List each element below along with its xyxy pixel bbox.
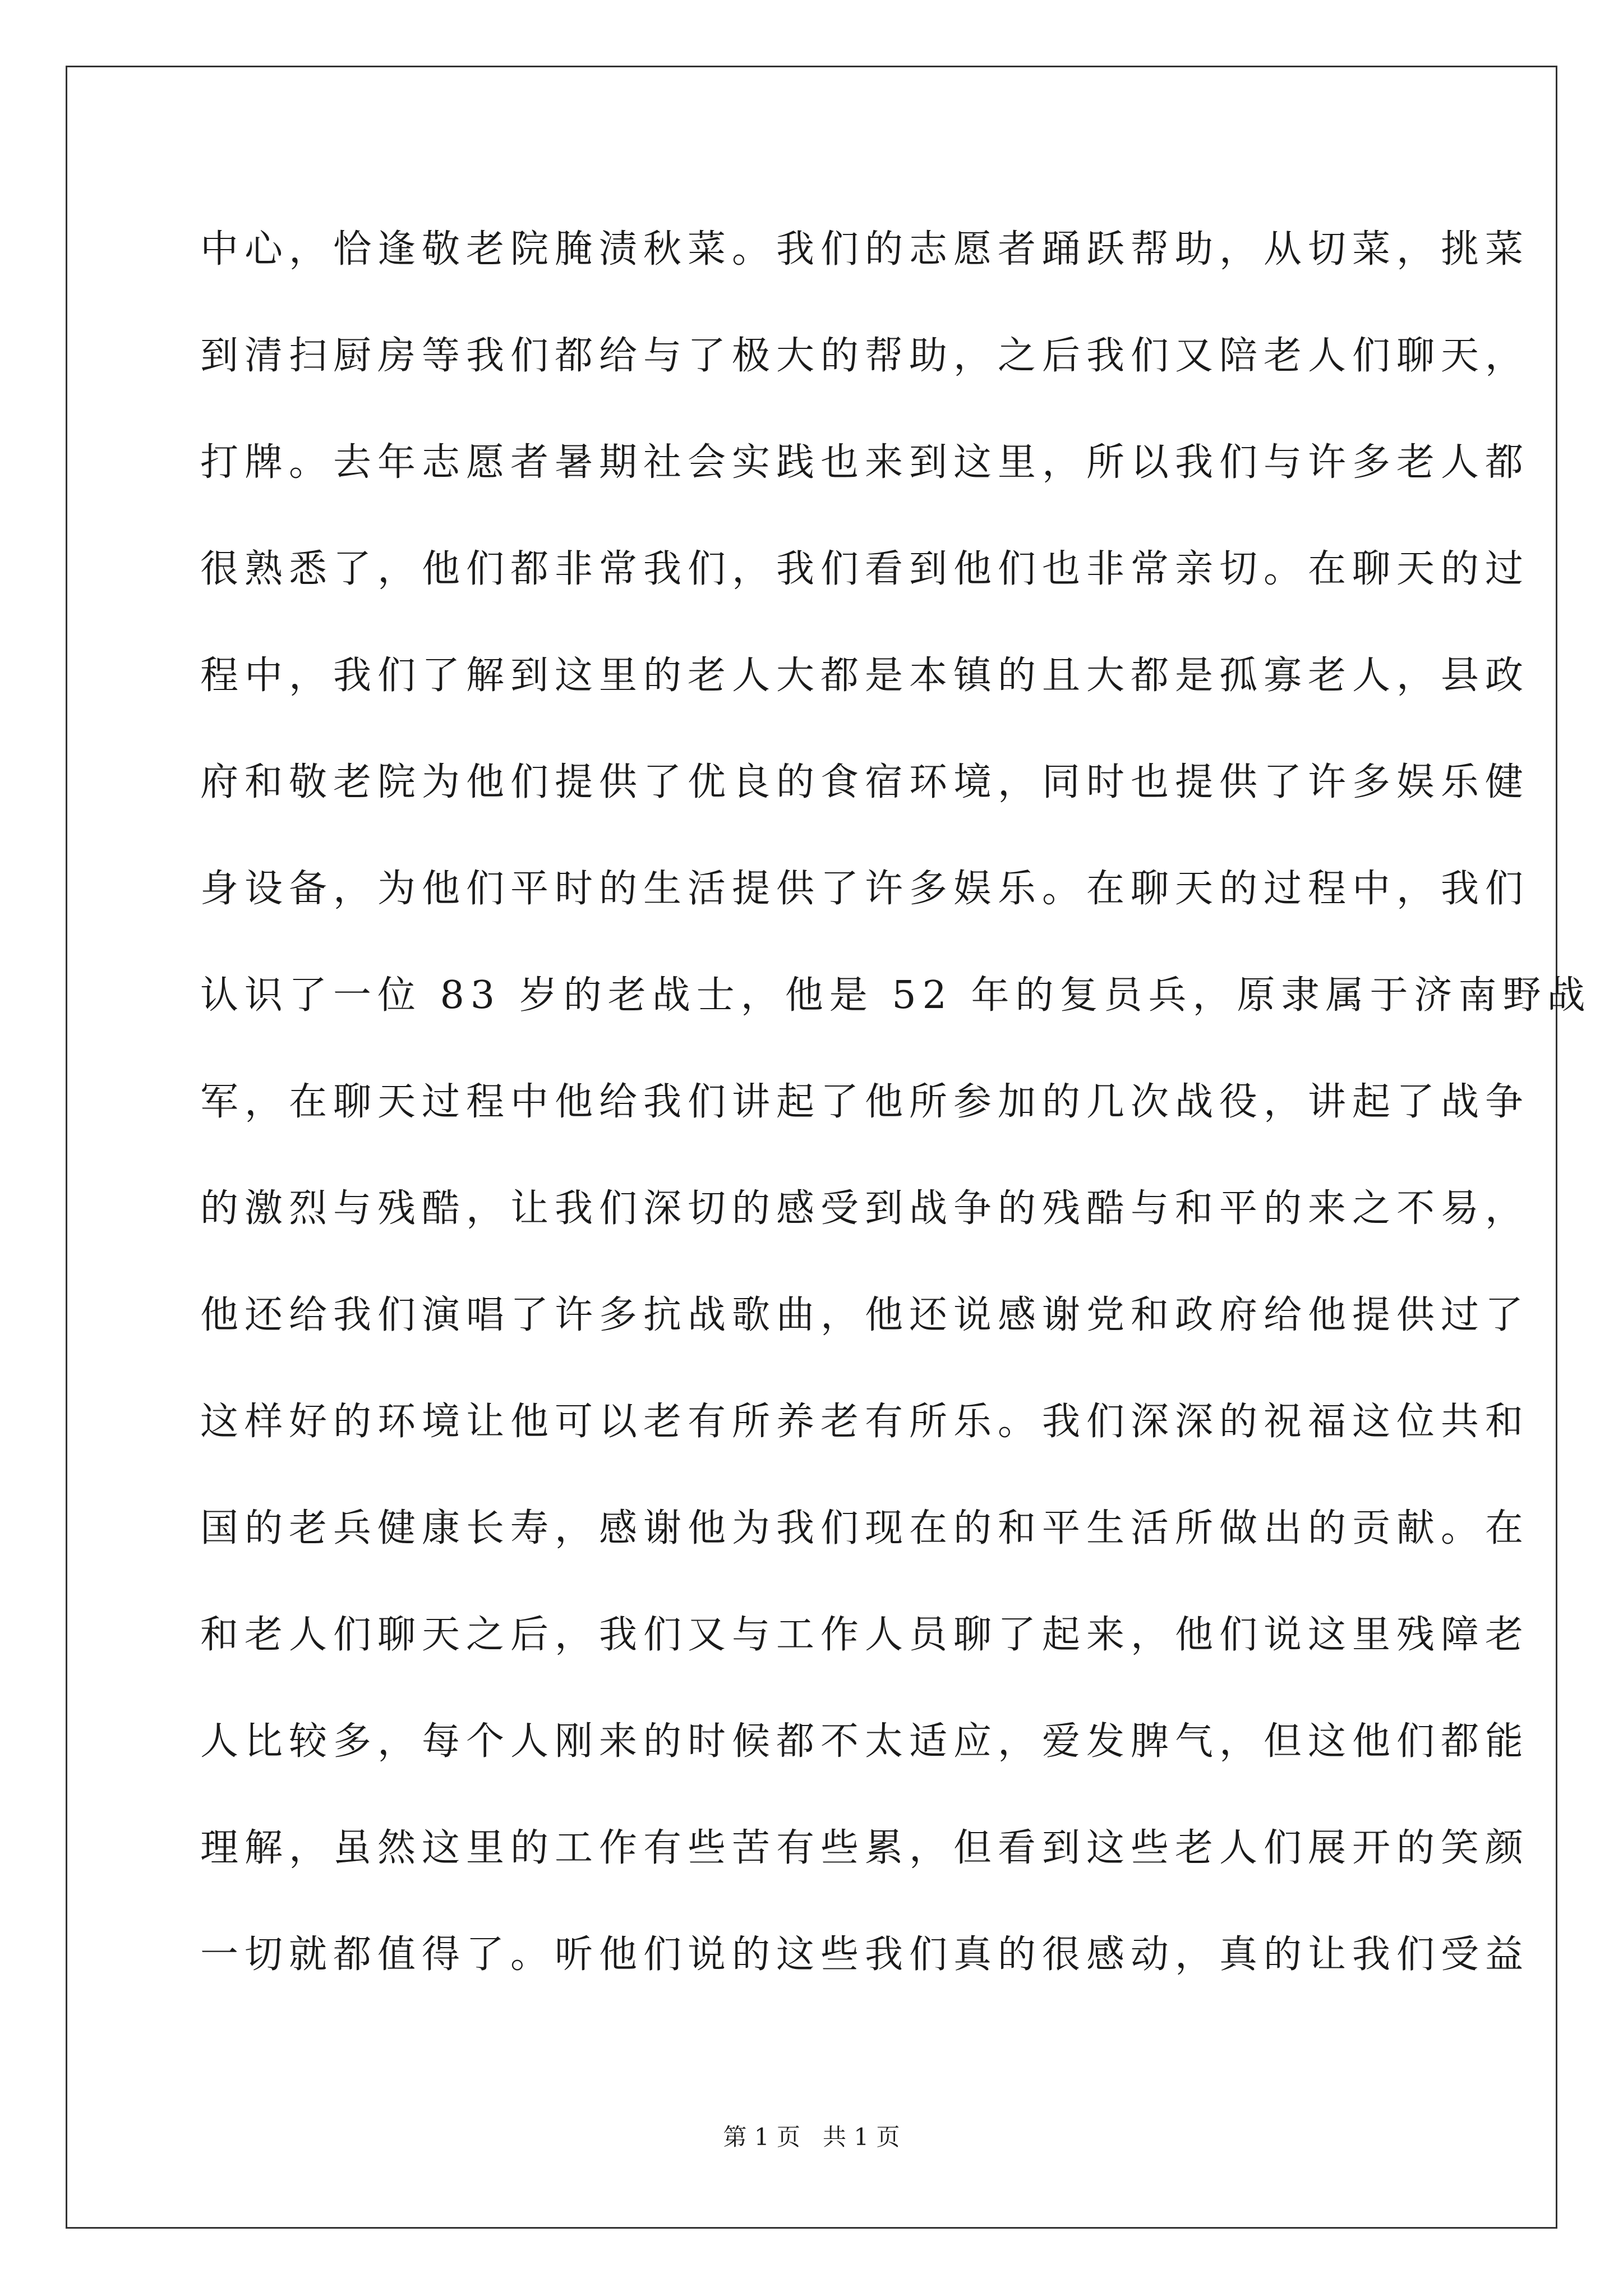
- document-body: [200, 216, 1592, 2028]
- text-line: 身设备，为他们平时的生活提供了许多娱乐。在聊天的过程中，我们: [200, 867, 1530, 911]
- text-line: 府和敬老院为他们提供了优良的食宿环境，同时也提供了许多娱乐健: [200, 760, 1530, 804]
- text-line: 这样好的环境让他可以老有所养老有所乐。我们深深的祝福这位共和: [200, 1400, 1530, 1444]
- text-line: 打牌。去年志愿者暑期社会实践也来到这里，所以我们与许多老人都: [200, 440, 1530, 485]
- text-line: 人比较多，每个人刚来的时候都不太适应，爱发脾气，但这他们都能: [200, 1719, 1530, 1764]
- text-line: 的激烈与残酷，让我们深切的感受到战争的残酷与和平的来之不易，: [200, 1186, 1530, 1231]
- text-line: 他还给我们演唱了许多抗战歌曲，他还说感谢党和政府给他提供过了: [200, 1293, 1530, 1337]
- text-line: 军，在聊天过程中他给我们讲起了他所参加的几次战役，讲起了战争: [200, 1080, 1530, 1124]
- page-footer: 第 1 页 共 1 页: [723, 2123, 900, 2151]
- text-line: 理解，虽然这里的工作有些苦有些累，但看到这些老人们展开的笑颜: [200, 1826, 1530, 1870]
- text-line: 程中，我们了解到这里的老人大都是本镇的且大都是孤寡老人，县政: [200, 654, 1530, 698]
- text-line: 到清扫厨房等我们都给与了极大的帮助，之后我们又陪老人们聊天，: [200, 334, 1530, 378]
- text-line: 很熟悉了，他们都非常我们，我们看到他们也非常亲切。在聊天的过: [200, 547, 1530, 591]
- text-line: 一切就都值得了。听他们说的这些我们真的很感动，真的让我们受益: [200, 1932, 1530, 1977]
- text-line: 认识了一位 83 岁的老战士，他是 52 年的复员兵，原隶属于济南野战: [200, 973, 1592, 1018]
- text-line: 和老人们聊天之后，我们又与工作人员聊了起来，他们说这里残障老: [200, 1613, 1530, 1657]
- text-line: 国的老兵健康长寿，感谢他为我们现在的和平生活所做出的贡献。在: [200, 1506, 1530, 1550]
- text-line: 中心，恰逢敬老院腌渍秋菜。我们的志愿者踊跃帮助，从切菜，挑菜: [200, 227, 1530, 272]
